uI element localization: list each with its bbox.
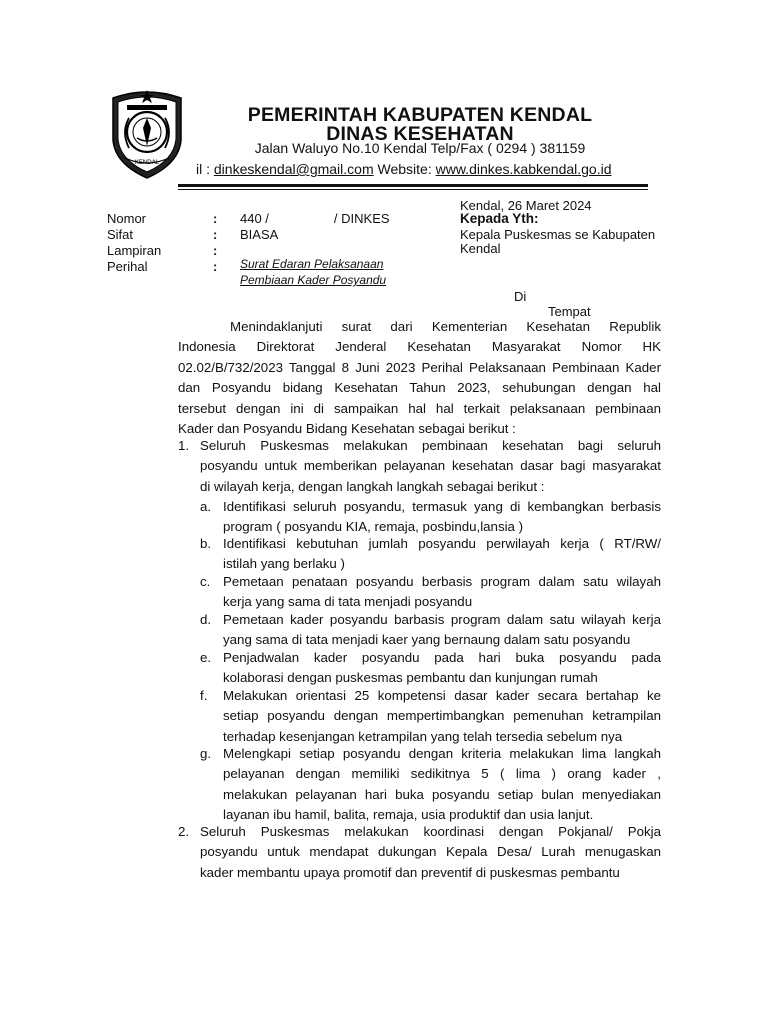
subitem-line: kolaborasi dengan puskesmas pembantu dan kunjungan rumah (223, 670, 598, 686)
subitem-label-b: b. (200, 536, 212, 551)
website-label: Website: (373, 161, 436, 177)
letterhead-contact (196, 161, 612, 177)
subitem-e (223, 648, 661, 689)
intro-line: Kader dan Posyandu Bidang Kesehatan sebagai berikut : (178, 420, 516, 436)
email-label: il : (196, 161, 214, 177)
subitem-line: Melengkapi setiap posyandu dengan kriteria melakukan lima langkah (223, 746, 661, 761)
intro-line: Indonesia Direktorat Jenderal Kesehatan Masyarakat Nomor HK (178, 339, 661, 355)
letterhead-title-agency: DINAS KESEHATAN (326, 123, 514, 145)
subitem-d (223, 610, 661, 651)
letterhead-rule-thick (178, 184, 648, 187)
subitem-line: program ( posyandu KIA, remaja, posbindu,lansia ) (223, 519, 524, 535)
recipient-line1: Kepala Puskesmas se Kabupaten (460, 227, 656, 242)
subitem-label-g: g. (200, 746, 212, 761)
recipient-tempat: Tempat (548, 304, 591, 319)
subitem-line: istilah yang berlaku ) (223, 556, 345, 572)
intro-line: 02.02/B/732/2023 Tanggal 8 Juni 2023 Perihal Pelaksanaan Pembinaan Kader (178, 359, 661, 375)
subitem-label-d: d. (200, 612, 212, 627)
nomor-label: Nomor (107, 211, 147, 226)
lampiran-label: Lampiran (107, 243, 162, 258)
letterhead-title-government: PEMERINTAH KABUPATEN KENDAL (247, 104, 593, 126)
perihal-label: Perihal (107, 259, 148, 274)
intro-line: tersebut dengan ini di sampaikan hal hal terkait pelaksanaan pembinaan (178, 400, 661, 416)
list-item-1 (200, 436, 661, 497)
seal-text: KENDAL (134, 159, 160, 166)
intro-line: Menindaklanjuti surat dari Kementerian Kesehatan Republik (230, 319, 661, 334)
list-number-1: 1. (178, 438, 190, 453)
subitem-line: Identifikasi kebutuhan jumlah posyandu perwilayah kerja ( RT/RW/ (223, 536, 661, 551)
recipient-line2: Kendal (460, 241, 501, 256)
sifat-colon: : (213, 227, 218, 242)
nomor-value: 440 / / DINKES (240, 211, 390, 226)
list-item-line: Seluruh Puskesmas melakukan pembinaan kesehatan bagi seluruh (200, 438, 661, 453)
subitem-line: yang sama di tata menjadi kaer yang bernaung dalam satu posyandu (223, 632, 631, 648)
list-item-line: di wilayah kerja, dengan langkah langkah sebagai berikut : (200, 478, 545, 494)
subitem-line: terhadap kesenjangan ketrampilan yang telah tersedia sebelum nya (223, 728, 623, 744)
list-item-line: posyandu untuk mendapat dukungan Kepala Desa/ Lurah menugaskan (200, 844, 661, 860)
recipient-heading: Kepada Yth: (460, 211, 539, 226)
subitem-label-c: c. (200, 574, 211, 589)
subitem-label-f: f. (200, 688, 208, 703)
email-link[interactable]: dinkeskendal@gmail.com (213, 161, 374, 177)
perihal-value-line1: Surat Edaran Pelaksanaan (240, 257, 384, 271)
intro-paragraph (178, 317, 661, 439)
subitem-b (223, 534, 661, 575)
letterhead-address: Jalan Waluyo No.10 Kendal Telp/Fax ( 0294 ) 381159 (254, 140, 586, 156)
subitem-line: layanan ibu hamil, balita, remaja, usia produktif dan usia lanjut. (223, 807, 594, 823)
website-link[interactable]: www.dinkes.kabkendal.go.id (435, 161, 612, 177)
subitem-a (223, 497, 661, 538)
subitem-line: Melakukan orientasi 25 kompetensi dasar kader secara bertahap ke (223, 688, 661, 703)
subitem-f (223, 686, 661, 747)
kendal-regency-seal-icon (107, 88, 187, 182)
intro-line: dan Posyandu bidang Kesehatan Tahun 2023, sehubungan dengan hal (178, 380, 661, 396)
subitem-g (223, 744, 661, 826)
subitem-line: melakukan pelayanan hari buka posyandu setiap bulan menyediakan (223, 786, 661, 802)
nomor-colon: : (213, 211, 218, 226)
list-item-line: posyandu untuk memberikan pelayanan kesehatan dasar bagi masyarakat (200, 458, 661, 474)
list-number-2: 2. (178, 824, 190, 839)
subitem-c (223, 572, 661, 613)
subitem-line: kerja yang sama di tata menjadi posyandu (223, 594, 473, 610)
letterhead-rule-thin (178, 189, 648, 190)
recipient-di: Di (514, 289, 527, 304)
lampiran-colon: : (213, 243, 218, 258)
perihal-value-line2: Pembiaan Kader Posyandu (240, 273, 387, 287)
sifat-value: BIASA (240, 227, 279, 242)
subitem-line: Identifikasi seluruh posyandu, termasuk yang di kembangkan berbasis (223, 499, 661, 514)
list-item-line: kader membantu upaya promotif dan preventif di puskesmas pembantu (200, 864, 620, 880)
subitem-line: pelayanan dengan memiliki sedikitnya 5 ( lima ) orang kader , (223, 766, 661, 782)
subitem-line: Pemetaan penataan posyandu berbasis program dalam satu wilayah (223, 574, 661, 589)
subitem-line: setiap posyandu dengan mempertimbangkan pemenuhan ketrampilan (223, 708, 661, 724)
subitem-label-a: a. (200, 499, 212, 514)
list-item-line: Seluruh Puskesmas melakukan koordinasi dengan Pokjanal/ Pokja (200, 824, 661, 839)
perihal-colon: : (213, 259, 218, 274)
subitem-line: Pemetaan kader posyandu barbasis program dalam satu wilayah kerja (223, 612, 661, 627)
sifat-label: Sifat (107, 227, 134, 242)
list-item-2 (200, 822, 661, 883)
subitem-label-e: e. (200, 650, 212, 665)
letter-date: Kendal, 26 Maret 2024 (460, 198, 592, 213)
subitem-line: Penjadwalan kader posyandu pada hari buka posyandu pada (223, 650, 661, 665)
